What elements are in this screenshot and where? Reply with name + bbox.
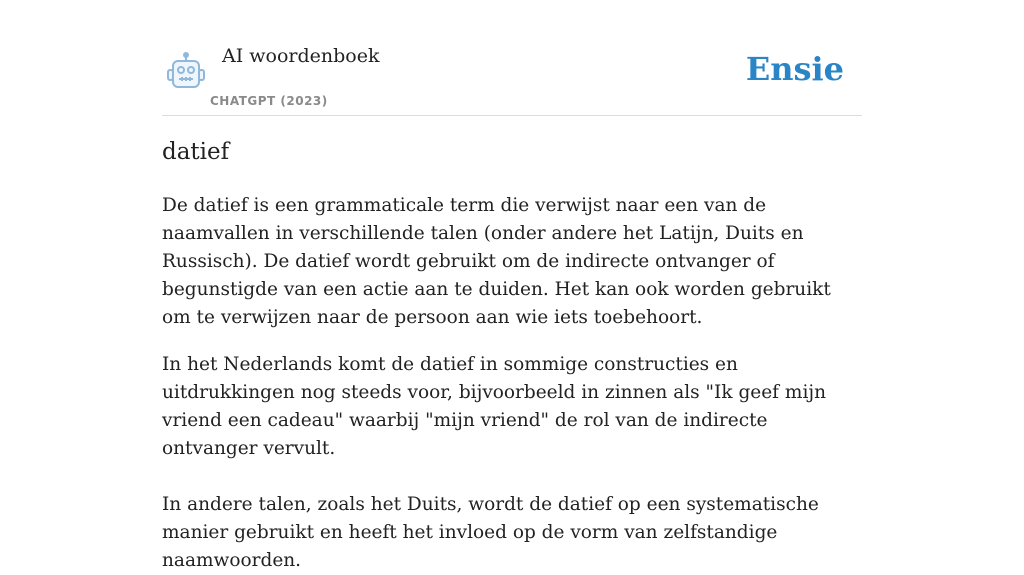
definition-paragraph: In het Nederlands komt de datief in sommige constructies en uitdrukkingen nog steeds voor, bijvoorbeeld in zinnen als "Ik geef mijn vriend een cadeau" waarbij "mijn vriend" de rol van de indirecte ontvanger vervult. xyxy=(162,354,827,459)
entry-definition xyxy=(162,192,862,575)
entry-page xyxy=(162,0,862,571)
definition-paragraph: In andere talen, zoals het Duits, wordt de datief op een systematische manier gebruikt en heeft het invloed op de vorm van zelfstandige naamwoorden. xyxy=(162,494,819,571)
source-label: CHATGPT (2023) xyxy=(210,94,328,108)
definition-paragraph: De datief is een grammaticale term die verwijst naar een van de naamvallen in verschillende talen (onder andere het Latijn, Duits en Russisch). De datief wordt gebruikt om de indirecte ontvanger of begunstigde van een actie aan te duiden. Het kan ook worden gebruikt om te verwijzen naar de persoon aan wie iets toebehoort. xyxy=(162,195,831,328)
robot-icon xyxy=(166,52,206,90)
entry-term: datief xyxy=(162,139,230,165)
entry-header xyxy=(162,0,862,116)
dictionary-title[interactable]: AI woordenboek xyxy=(222,45,380,67)
brand-logo[interactable]: Ensie xyxy=(745,50,844,88)
